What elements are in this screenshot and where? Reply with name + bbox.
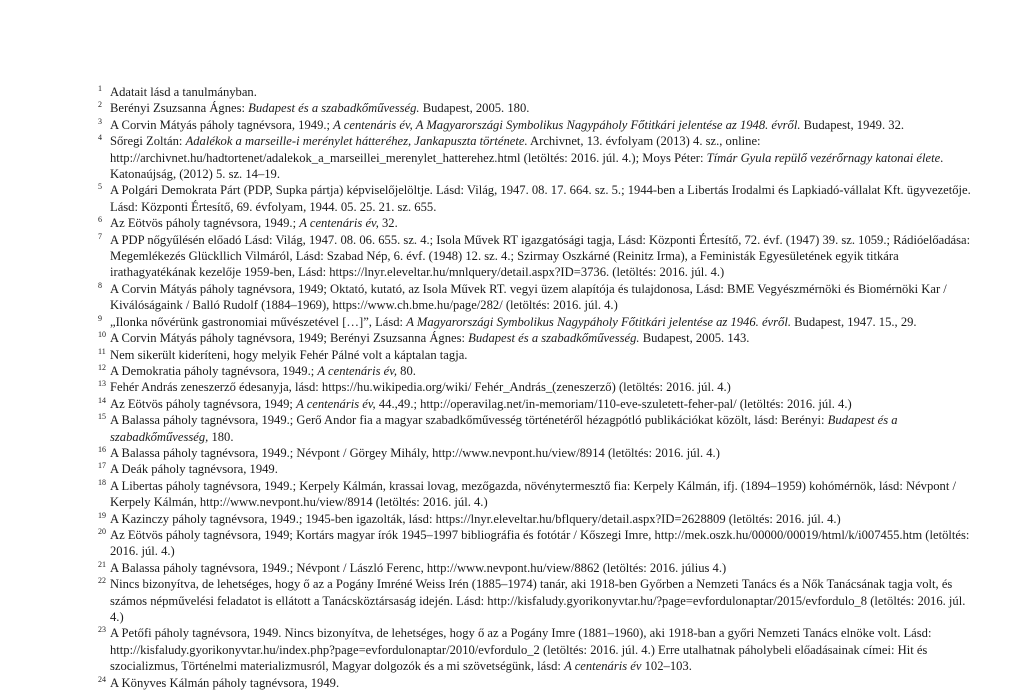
footnote-number: 2 [98, 100, 102, 110]
text-run: Az Eötvös páholy tagnévsora, 1949; Kortárs magyar írók 1945–1997 bibliográfia és fotótár / Kőszegi Imre, http://mek.oszk.hu/00000/00019/html/k/i007455.htm (letöltés: 2016. júl. 4.) [110, 527, 970, 559]
footnote-text [110, 412, 980, 445]
text-run: 80. [397, 363, 416, 378]
italic-title: A centenáris év [564, 659, 642, 674]
footnote [100, 330, 980, 346]
text-run: Az Eötvös páholy tagnévsora, 1949; [110, 396, 297, 411]
footnote-text [110, 675, 980, 691]
footnote-number: 5 [98, 182, 102, 192]
text-run: Budapest, 1947. 15., 29. [790, 314, 917, 329]
footnote-number: 4 [98, 133, 102, 143]
text-run: A Polgári Demokrata Párt (PDP, Supka pártja) képviselőjelöltje. Lásd: Világ, 1947. 08. 17. 664. sz. 5.; 1944-ben a Libertás Irodalmi és Lapkiadó-vállalat Kft. ügyvezetője. Lásd: Központi Értesítő, 69. évfolyam, 1944. 05. 25. 21. sz. 655. [110, 183, 971, 214]
footnote-text [110, 84, 980, 100]
footnote [100, 461, 980, 477]
footnote-number: 1 [98, 84, 102, 93]
text-run: A PDP nőgyűlésén előadó Lásd: Világ, 1947. 08. 06. 655. sz. 4.; Isola Művek RT igazgatósági tagja, Lásd: Központi Értesítő, 72. évf. (1947) 39. sz. 1059.; Rádióelőadása: Megemlékezés Glückllich Vilmáról, Lásd: Szabad Nép, 6. évf. (1948) 12. sz. 4.; Szirmay Oszkárné (Reinitz Irma), a Feministák Egyesületének egyik titkára irathagyatékának kezelője 1959-ben, Lásd: https://lnyr.eleveltar.hu/mnlquery/detail.aspx?ID=3736. (letöltés: 2016. júl. 4.) [110, 232, 971, 280]
italic-title: Budapest és a szabadkőművesség. [248, 101, 420, 116]
footnote-text [110, 379, 980, 395]
footnote-text [110, 330, 980, 346]
footnote [100, 84, 980, 100]
text-run: Budapest, 2005. 180. [419, 101, 530, 116]
text-run: 102–103. [641, 659, 692, 674]
footnote-number: 12 [98, 362, 106, 372]
footnote [100, 232, 980, 281]
footnote [100, 379, 980, 395]
italic-title: Adalékok a marseille-i merénylet hátteréhez, Jankapuszta története. [185, 134, 528, 149]
footnote-number: 17 [98, 461, 106, 471]
italic-title: A centenáris év, [296, 396, 376, 411]
footnote-text [110, 232, 980, 281]
text-run: Sőregi Zoltán: [110, 134, 186, 149]
footnote-number: 10 [98, 330, 106, 340]
footnote-number: 6 [98, 215, 102, 225]
italic-title: A centenáris év, A Magyarországi Symbolikus Nagypáholy Főtitkári jelentése az 1948. évről. [333, 117, 801, 132]
footnote-text [110, 576, 980, 625]
footnote-text [110, 445, 980, 461]
text-run: Archivnet, 13. évfolyam (2013) 4. sz., online: http://archivnet.hu/hadtortenet/adalekok_a_marseillei_merenylet_hatterehez.html (letöltés: 2016. júl. 4.); Moys Péter: [110, 134, 761, 165]
footnote [100, 314, 980, 330]
footnote-text [110, 215, 980, 231]
footnote [100, 347, 980, 363]
footnote-number: 23 [98, 625, 106, 635]
footnote [100, 412, 980, 445]
footnote-number: 22 [98, 576, 106, 586]
text-run: Nem sikerült kideríteni, hogy melyik Fehér Pálné volt a káptalan tagja. [110, 347, 468, 362]
footnote [100, 100, 980, 116]
footnote-number: 11 [98, 346, 106, 356]
footnote-text [110, 347, 980, 363]
footnote [100, 182, 980, 215]
footnote-number: 3 [98, 116, 102, 126]
text-run: Az Eötvös páholy tagnévsora, 1949.; [110, 216, 300, 231]
footnote [100, 396, 980, 412]
footnote [100, 215, 980, 231]
footnote [100, 625, 980, 674]
footnote [100, 527, 980, 560]
footnote [100, 133, 980, 182]
footnote [100, 363, 980, 379]
text-run: Adatait lásd a tanulmányban. [110, 85, 257, 99]
footnote-text [110, 133, 980, 182]
text-run: A Demokratia páholy tagnévsora, 1949.; [110, 363, 318, 378]
footnote-text [110, 314, 980, 330]
text-run: A Petőfi páholy tagnévsora, 1949. Nincs bizonyítva, de lehetséges, hogy ő az a Pogány Imre (1881–1960), aki 1918-ban a győri Nemzeti Tanács elnöke volt. Lásd: http://kisfaludy.gyorikonyvtar.hu/index.php?page=evfordulonaptar/2010/evfordulo_2 (letöltés: 2016. júl. 4.) Erre utalhatnak páholybeli előadásainak címei: Hit és szocializmus, Történelmi materializmusról, Magyar dolgozók és a mi szövetségünk, lásd: [110, 626, 932, 674]
text-run: A Libertas páholy tagnévsora, 1949.; Kerpely Kálmán, krassai lovag, mezőgazda, növénytermesztő fia: Kerpely Kálmán, ifj. (1894–1959) kohómérnök, lásd: Névpont / Kerpely Kálmán, http://www.nevpont.hu/view/8914 (letöltés: 2016. júl. 4.) [110, 478, 956, 510]
footnote-text [110, 511, 980, 527]
text-run: A Balassa páholy tagnévsora, 1949.; Névpont / Görgey Mihály, http://www.nevpont.hu/view/8914 (letöltés: 2016. júl. 4.) [110, 445, 720, 460]
italic-title: A centenáris év, [317, 363, 398, 378]
footnote [100, 511, 980, 527]
text-run: 180. [208, 429, 234, 444]
text-run: . Katonaújság, (2012) 5. sz. 14–19. [110, 150, 944, 182]
text-run: A Corvin Mátyás páholy tagnévsora, 1949.; [110, 117, 334, 132]
footnote-number: 20 [98, 526, 106, 536]
footnote-number: 21 [98, 559, 106, 569]
footnote-text [110, 625, 980, 674]
footnote-number: 18 [98, 477, 106, 487]
footnote-number: 13 [98, 379, 106, 389]
text-run: Budapest, 2005. 143. [639, 331, 750, 346]
text-run: Berényi Zsuzsanna Ágnes: [110, 101, 249, 116]
footnote [100, 675, 980, 691]
footnote-text [110, 363, 980, 379]
footnote [100, 560, 980, 576]
footnote [100, 478, 980, 511]
footnote-number: 24 [98, 674, 106, 684]
footnote-text [110, 527, 980, 560]
footnote-text [110, 461, 980, 477]
footnote-text [110, 478, 980, 511]
footnote-text [110, 281, 980, 314]
footnote-text [110, 117, 980, 133]
text-run: A Corvin Mátyás páholy tagnévsora, 1949; Oktató, kutató, az Isola Művek RT. vegyi üzem alapítója és tulajdonosa, Lásd: BME Vegyészmérnöki és Biomérnöki Kar / Kiválóságaink / Balló Rudolf (1884–1969), https://www.ch.bme.hu/page/282/ (letöltés: 2016. júl. 4.) [110, 281, 947, 313]
footnote-number: 7 [98, 231, 102, 241]
footnote [100, 117, 980, 133]
text-run: A Kazinczy páholy tagnévsora, 1949.; 1945-ben igazolták, lásd: https://lnyr.eleveltar.hu/bflquery/detail.aspx?ID=2628809 (letöltés: 2016. júl. 4.) [110, 511, 841, 526]
text-run: A Balassa páholy tagnévsora, 1949.; Névpont / László Ferenc, http://www.nevpont.hu/view/8862 (letöltés: 2016. július 4.) [110, 560, 727, 575]
text-run: 44.,49.; http://operavilag.net/in-memoriam/110-eve-szuletett-feher-pal/ (letöltés: 2016. júl. 4.) [375, 396, 852, 411]
footnote-text [110, 560, 980, 576]
footnote-number: 15 [98, 412, 106, 422]
text-run: Budapest, 1949. 32. [800, 117, 905, 132]
footnotes-list [100, 84, 980, 691]
italic-title: A Magyarországi Symbolikus Nagypáholy Főtitkári jelentése az 1946. évről. [406, 314, 791, 329]
italic-title: A centenáris év, [299, 216, 379, 231]
footnote-number: 9 [98, 313, 102, 323]
italic-title: Budapest és a szabadkőművesség, [110, 413, 898, 444]
italic-title: Tímár Gyula repülő vezérőrnagy katonai élete [706, 150, 941, 165]
text-run: A Corvin Mátyás páholy tagnévsora, 1949; Berényi Zsuzsanna Ágnes: [110, 331, 469, 346]
footnote [100, 281, 980, 314]
text-run: A Balassa páholy tagnévsora, 1949.; Gerő Andor fia a magyar szabadkőművesség történetéről hézagpótló publikációkat közölt, lásd: Berényi: [110, 413, 828, 428]
footnote-text [110, 182, 980, 215]
text-run: „Ilonka nővérünk gastronomiai művészetével […]”, Lásd: [110, 314, 407, 329]
text-run: Nincs bizonyítva, de lehetséges, hogy ő az a Pogány Imréné Weiss Irén (1885–1974) tanár, aki 1918-ben Győrben a Nemzeti Tanács és a Nők Tanácsának tagja volt, és számos népművelési feladatot is ellátott a Tanácsköztársaság idején. Lásd: http://kisfaludy.gyorikonyvtar.hu/?page=evfordulonaptar/2015/evfordulo_8 (letöltés: 2016. júl. 4.) [110, 577, 966, 624]
footnote [100, 576, 980, 625]
text-run: A Deák páholy tagnévsora, 1949. [110, 462, 278, 477]
footnote-number: 19 [98, 510, 106, 520]
footnote [100, 445, 980, 461]
text-run: Fehér András zeneszerző édesanyja, lásd: https://hu.wikipedia.org/wiki/ Fehér_András_(zeneszerző) (letöltés: 2016. júl. 4.) [110, 380, 731, 395]
footnote-text [110, 100, 980, 116]
footnote-text [110, 396, 980, 412]
text-run: A Könyves Kálmán páholy tagnévsora, 1949. [110, 675, 340, 690]
footnote-number: 8 [98, 280, 102, 290]
footnote-number: 16 [98, 444, 106, 454]
footnote-number: 14 [98, 395, 106, 405]
italic-title: Budapest és a szabadkőművesség. [468, 331, 640, 346]
text-run: 32. [378, 216, 398, 231]
